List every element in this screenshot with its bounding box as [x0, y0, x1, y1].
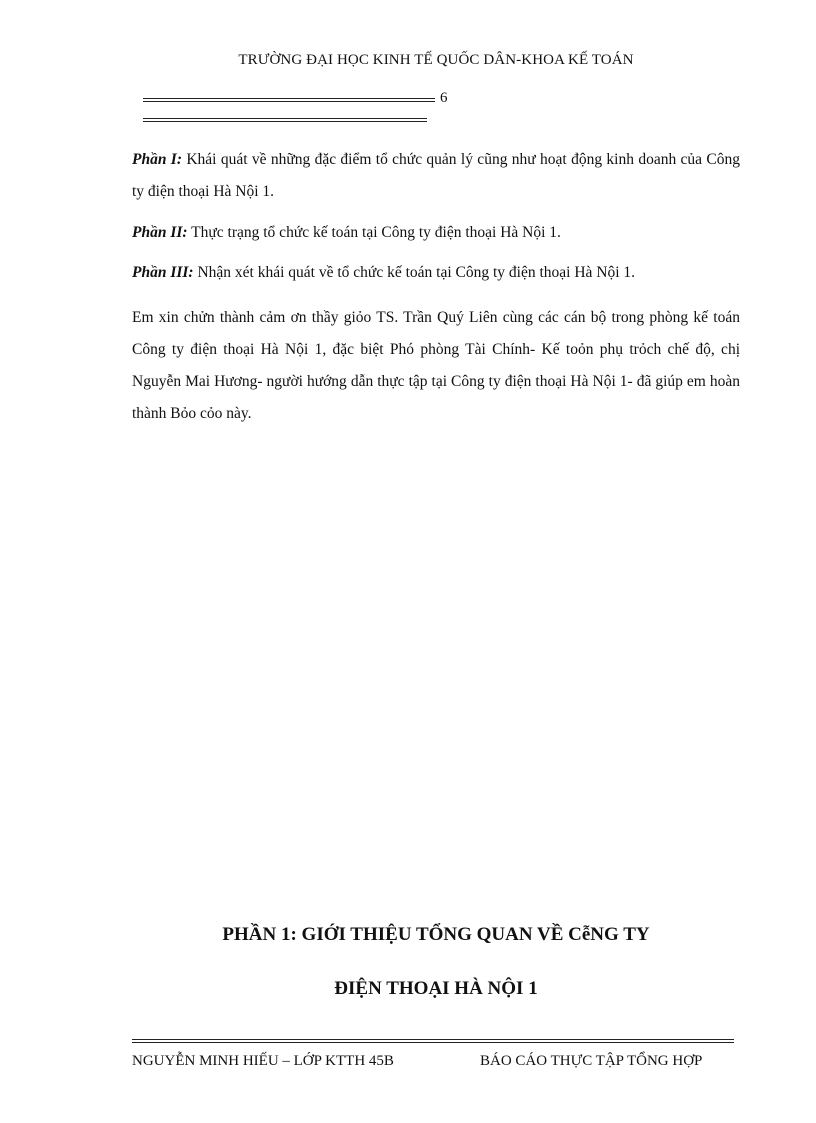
paragraph-thanks: Em xin chửn thành cảm ơn thầy giỏo TS. Trần Quý Liên cùng các cán bộ trong phòng kế toán Công ty điện thoại Hà Nội 1, đặc biệt Phó phòng Tài Chính- Kế toỏn phụ trỏch chế độ, chị Nguyễn Mai Hương- người hướng dẫn thực tập tại Công ty điện thoại Hà Nội 1- đã giúp em hoàn thành Bỏo cỏo này.: [132, 309, 740, 422]
header-rule-top: [143, 98, 435, 102]
part-2-text: Thực trạng tổ chức kế toán tại Công ty điện thoại Hà Nội 1.: [187, 224, 561, 241]
header-rule-bottom: [143, 118, 427, 122]
part-2-label: Phần II:: [132, 224, 188, 241]
footer-rule: [132, 1039, 734, 1043]
footer-author: NGUYỄN MINH HIẾU – LỚP KTTH 45B: [132, 1053, 394, 1069]
page-number: 6: [440, 90, 448, 106]
section-heading-line-1: PHẦN 1: GIỚI THIỆU TỔNG QUAN VỀ CễNG TY: [222, 924, 650, 945]
part-3-text: Nhận xét khái quát về tổ chức kế toán tại Công ty điện thoại Hà Nội 1.: [193, 264, 636, 281]
part-1-text: Khái quát về những đặc điểm tổ chức quản lý cũng như hoạt động kinh doanh của Công ty điện thoại Hà Nội 1.: [132, 151, 740, 200]
footer-report-title: BÁO CÁO THỰC TẬP TỔNG HỢP: [480, 1053, 703, 1069]
part-1-label: Phần I:: [132, 151, 182, 168]
paragraph-part-2: [132, 217, 740, 249]
paragraph-part-3: [132, 257, 740, 289]
part-3-label: Phần III:: [132, 264, 194, 281]
header-title: TRƯỜNG ĐẠI HỌC KINH TẾ QUỐC DÂN-KHOA KẾ TOÁN: [238, 52, 634, 68]
paragraph-part-1: [132, 144, 740, 208]
section-heading-line-2: ĐIỆN THOẠI HÀ NỘI 1: [334, 978, 538, 999]
